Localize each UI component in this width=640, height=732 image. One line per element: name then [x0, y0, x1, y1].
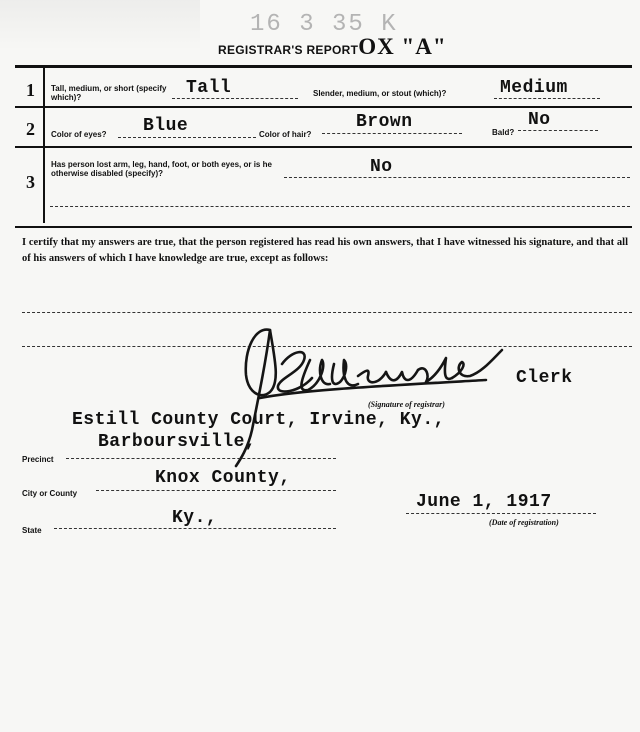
hair-color-question: Color of hair? [259, 130, 312, 139]
hair-color-answer: Brown [356, 112, 413, 132]
registrar-signature [230, 320, 520, 470]
serial-number: 16 3 35 K [250, 11, 398, 38]
date-caption: (Date of registration) [489, 518, 559, 527]
bald-line [518, 130, 598, 131]
exception-line-1 [22, 312, 632, 313]
title-prefix: REGISTRAR'S REPORT [218, 43, 359, 57]
bald-answer: No [528, 110, 551, 130]
disability-answer: No [370, 157, 393, 177]
registration-date: June 1, 1917 [416, 492, 552, 512]
precinct-value: Barboursville, [98, 432, 257, 452]
build-answer: Medium [500, 78, 568, 98]
build-question: Slender, medium, or stout (which)? [313, 89, 447, 98]
height-answer: Tall [186, 78, 232, 98]
height-question: Tall, medium, or short (specify which)? [51, 84, 167, 102]
disability-line-2 [50, 206, 630, 207]
state-line [54, 528, 336, 529]
row-number-1: 1 [26, 80, 35, 100]
paper-stain [0, 0, 200, 50]
height-answer-line [172, 98, 298, 99]
city-county-line [96, 490, 336, 491]
registrar-office: Estill County Court, Irvine, Ky., [72, 410, 445, 430]
row-number-3: 3 [26, 172, 35, 192]
hair-color-line [322, 133, 462, 134]
eye-color-answer: Blue [143, 116, 189, 136]
form-title [218, 34, 447, 60]
city-county-label: City or County [22, 489, 78, 498]
state-label: State [22, 526, 42, 535]
precinct-line [66, 458, 336, 459]
registrar-title: Clerk [516, 368, 573, 388]
date-line [406, 513, 596, 514]
row-divider-1 [15, 106, 632, 108]
eye-color-line [118, 137, 256, 138]
row-number-2: 2 [26, 119, 35, 139]
county-value: Knox County, [155, 468, 291, 488]
build-answer-line [494, 98, 600, 99]
title-suffix: OX "A" [358, 34, 447, 59]
disability-line-1 [284, 177, 630, 178]
certification-text: I certify that my answers are true, that the person registered has read his own answers, that I have witnessed his signature, and that all of his answers of which I have knowledge are true, except as follows: [22, 237, 628, 264]
bald-question: Bald? [492, 128, 515, 137]
precinct-label: Precinct [22, 455, 54, 464]
number-column-divider [43, 65, 45, 223]
state-value: Ky., [172, 508, 218, 528]
eye-color-question: Color of eyes? [51, 130, 107, 139]
row-divider-2 [15, 146, 632, 148]
disability-question: Has person lost arm, leg, hand, foot, or both eyes, or is he otherwise disabled (specify)? [51, 160, 272, 178]
signature-caption: (Signature of registrar) [368, 400, 445, 409]
